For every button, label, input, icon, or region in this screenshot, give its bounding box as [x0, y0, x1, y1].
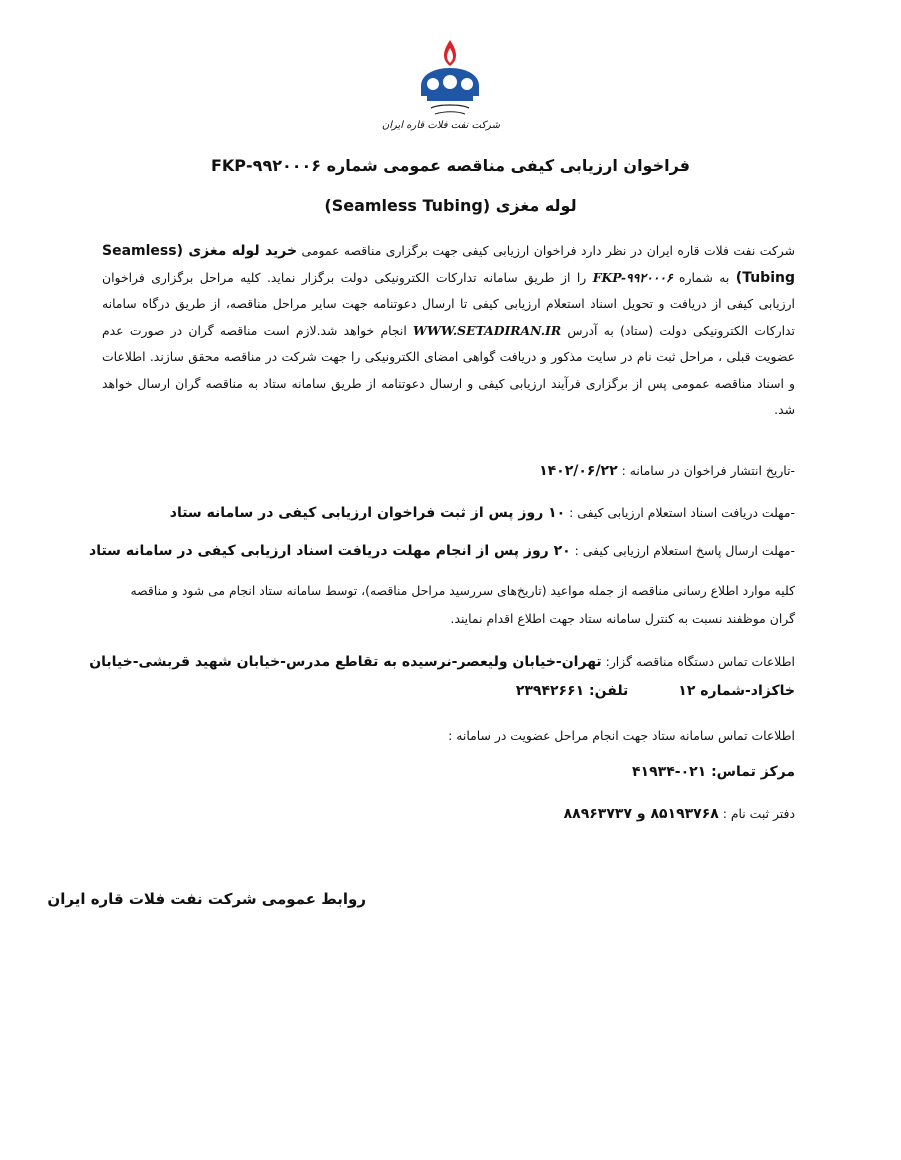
intro-text-3: را از طریق سامانه تدارکات الکترونیکی دولت برگزار نماید. کلیه مراحل برگزاری فراخوان ارزیابی کیفی از دریافت و تحویل اسناد استعلام ارزیابی کیفی تا ارسال دعوتنامه جهت سایر مراحل مناقصه، از طریق درگاه سامانه تدارکات الکترونیکی دولت (ستاد) به آدرس — [102, 269, 795, 338]
send-deadline-value: ۲۰ روز پس از انجام مهلت دریافت اسناد ارزیابی کیفی در سامانه ستاد — [89, 543, 571, 559]
public-relations-signature: روابط عمومی شرکت نفت فلات قاره ایران — [47, 890, 366, 908]
contact-label: اطلاعات تماس دستگاه مناقصه گزار: — [601, 654, 795, 669]
publish-date-label: -تاریخ انتشار فراخوان در سامانه : — [617, 463, 795, 478]
intro-item-name: خرید لوله مغزی (Seamless Tubing) — [102, 243, 795, 286]
registration-office-line — [102, 806, 795, 822]
website-link[interactable]: WWW.SETADIRAN.IR — [413, 322, 562, 338]
call-center-line — [102, 764, 795, 780]
contact-address-part-2: خاکزاد-شماره ۱۲ — [678, 683, 795, 699]
call-center-label: مرکز تماس: — [706, 764, 795, 780]
send-deadline-label: -مهلت ارسال پاسخ استعلام ارزیابی کیفی : — [570, 543, 795, 558]
setad-info-line: اطلاعات تماس سامانه ستاد جهت انجام مراحل عضویت در سامانه : — [448, 728, 795, 743]
intro-text-2: به شماره — [672, 269, 736, 285]
intro-text-1: شرکت نفت فلات قاره ایران در نظر دارد فراخوان ارزیابی کیفی جهت برگزاری مناقصه عمومی — [297, 243, 795, 258]
send-deadline-line — [89, 543, 795, 559]
contact-address-part-1: تهران-خیابان ولیعصر-نرسیده به تقاطع مدرس-خیابان شهید قربشی-خیابان — [89, 654, 602, 670]
receive-deadline-line — [102, 505, 795, 521]
notice-line-2: گران موظفند نسبت به کنترل سامانه ستاد جهت اطلاع اقدام نمایند. — [450, 611, 795, 626]
intro-text-4: انجام خواهد شد.لازم است مناقصه گران در صورت عدم عضویت قبلی ، مراحل ثبت نام در سایت مذکور و دریافت گواهی امضای الکترونیکی را جهت شرکت در مناقصه محقق سازند. اطلاعات و اسناد مناقصه عمومی پس از برگزاری فرآیند ارزیابی کیفی و ارسال دعوتنامه از طریق سامانه ستاد به مناقصه گران ارسال خواهد شد. — [102, 322, 795, 417]
publish-date-line — [102, 463, 795, 479]
page-subtitle: لوله مغزی (Seamless Tubing) — [324, 196, 577, 215]
registration-office-label: دفتر ثبت نام : — [718, 806, 795, 821]
registration-office-value: ۸۵۱۹۳۷۶۸ و ۸۸۹۶۳۷۳۷ — [563, 806, 719, 822]
publish-date-value: ۱۴۰۲/۰۶/۲۲ — [539, 463, 618, 479]
page-title: فراخوان ارزیابی کیفی مناقصه عمومی شماره ۹۹۲۰۰۰۶-FKP — [210, 156, 691, 175]
contact-address-line-2 — [102, 683, 795, 699]
receive-deadline-value: ۱۰ روز پس از ثبت فراخوان ارزیابی کیفی در سامانه ستاد — [169, 505, 566, 521]
tender-number: FKP-۹۹۲۰۰۰۶ — [592, 269, 673, 285]
call-center-value: ۰۲۱-۴۱۹۳۴ — [632, 764, 707, 780]
contact-address-line-1 — [89, 654, 795, 670]
phone-value: ۲۳۹۴۲۶۶۱ — [515, 683, 585, 699]
oil-company-emblem-icon — [415, 38, 485, 118]
notice-line-1: کلیه موارد اطلاع رسانی مناقصه از جمله مواعید (تاریخ‌های سررسید مراحل مناقصه)، توسط سامانه ستاد انجام می شود و مناقصه — [130, 583, 795, 598]
phone-label: تلفن: — [584, 683, 629, 699]
receive-deadline-label: -مهلت دریافت اسناد استعلام ارزیابی کیفی : — [565, 505, 795, 520]
company-logo — [381, 38, 500, 138]
logo-caption: شرکت نفت فلات قاره ایران — [381, 120, 500, 131]
intro-paragraph — [102, 238, 795, 424]
